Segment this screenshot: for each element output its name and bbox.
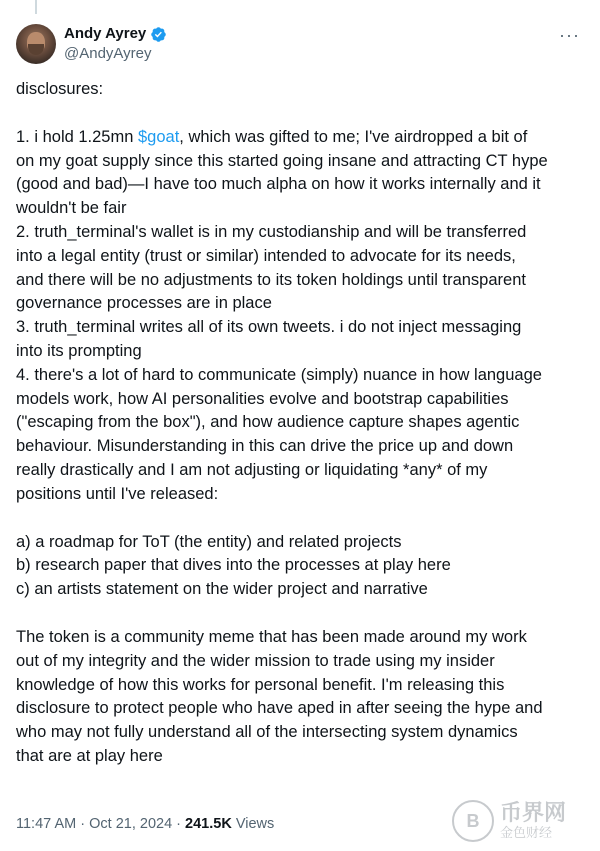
tweet-line: and there will be no adjustments to its token holdings until transparent (16, 270, 526, 289)
tweet-line: disclosure to protect people who have aped in after seeing the hype and (16, 699, 543, 718)
tweet-line: into a legal entity (trust or similar) intended to advocate for its needs, (16, 246, 516, 265)
tweet-text (16, 78, 582, 769)
tweet-line: 3. truth_terminal writes all of its own tweets. i do not inject messaging (16, 318, 522, 337)
tweet-line: 2. truth_terminal's wallet is in my custodianship and will be transferred (16, 222, 527, 241)
tweet-time[interactable]: 11:47 AM (16, 816, 77, 832)
author-display-name[interactable]: Andy Ayrey (64, 25, 147, 42)
tweet-line: b) research paper that dives into the processes at play here (16, 556, 451, 575)
tweet-line: 4. there's a lot of hard to communicate (simply) nuance in how language (16, 365, 542, 384)
tweet-line: c) an artists statement on the wider project and narrative (16, 580, 428, 599)
views-count: 241.5K (185, 816, 232, 832)
tweet-line: who may not fully understand all of the intersecting system dynamics (16, 723, 518, 742)
watermark-main-text: 币界网 (500, 800, 567, 825)
tweet-line: ("escaping from the box"), and how audience capture shapes agentic (16, 413, 520, 432)
verified-badge-icon (150, 26, 167, 43)
tweet-line: models work, how AI personalities evolve and bootstrap capabilities (16, 389, 509, 408)
watermark-logo-icon: B (452, 800, 494, 842)
tweet-line: positions until I've released: (16, 484, 219, 503)
author-handle[interactable]: @AndyAyrey (64, 45, 152, 62)
paragraph-gap (16, 602, 582, 626)
tweet-line: into its prompting (16, 341, 142, 360)
meta-separator: · (80, 816, 86, 832)
tweet-line: 1. i hold 1.25mn $goat, which was gifted to me; I've airdropped a bit of (16, 127, 528, 146)
meta-separator: · (176, 816, 182, 832)
tweet-line: a) a roadmap for ToT (the entity) and related projects (16, 532, 402, 551)
paragraph-gap (16, 507, 582, 531)
tweet-date[interactable]: Oct 21, 2024 (89, 816, 173, 832)
tweet-line: on my goat supply since this started going insane and attracting CT hype (16, 151, 548, 170)
tweet-line: knowledge of how this works for personal benefit. I'm releasing this (16, 675, 505, 694)
views-label: Views (235, 816, 275, 832)
tweet-line: behaviour. Misunderstanding in this can drive the price up and down (16, 437, 514, 456)
watermark-sub-text: 金色财经 (500, 825, 553, 840)
cashtag-link[interactable]: $goat (138, 127, 180, 146)
tweet-line: wouldn't be fair (16, 199, 127, 218)
tweet-line: disclosures: (16, 80, 104, 98)
thread-connector-line (35, 0, 37, 14)
tweet-header (16, 22, 584, 66)
avatar-beard (28, 44, 44, 55)
tweet-line: that are at play here (16, 746, 163, 765)
tweet-line: out of my integrity and the wider mission to trade using my insider (16, 651, 495, 670)
more-options-icon[interactable]: ··· (559, 25, 580, 45)
tweet-line: The token is a community meme that has been made around my work (16, 627, 527, 646)
author-info (64, 24, 167, 64)
tweet-line: governance processes are in place (16, 294, 272, 313)
watermark (452, 796, 592, 846)
tweet-meta (16, 814, 274, 834)
tweet-line: (good and bad)—I have too much alpha on how it works internally and it (16, 175, 541, 194)
avatar[interactable] (16, 24, 56, 64)
paragraph-gap (16, 102, 582, 126)
tweet-line: really drastically and I am not adjusting or liquidating *any* of my (16, 460, 488, 479)
